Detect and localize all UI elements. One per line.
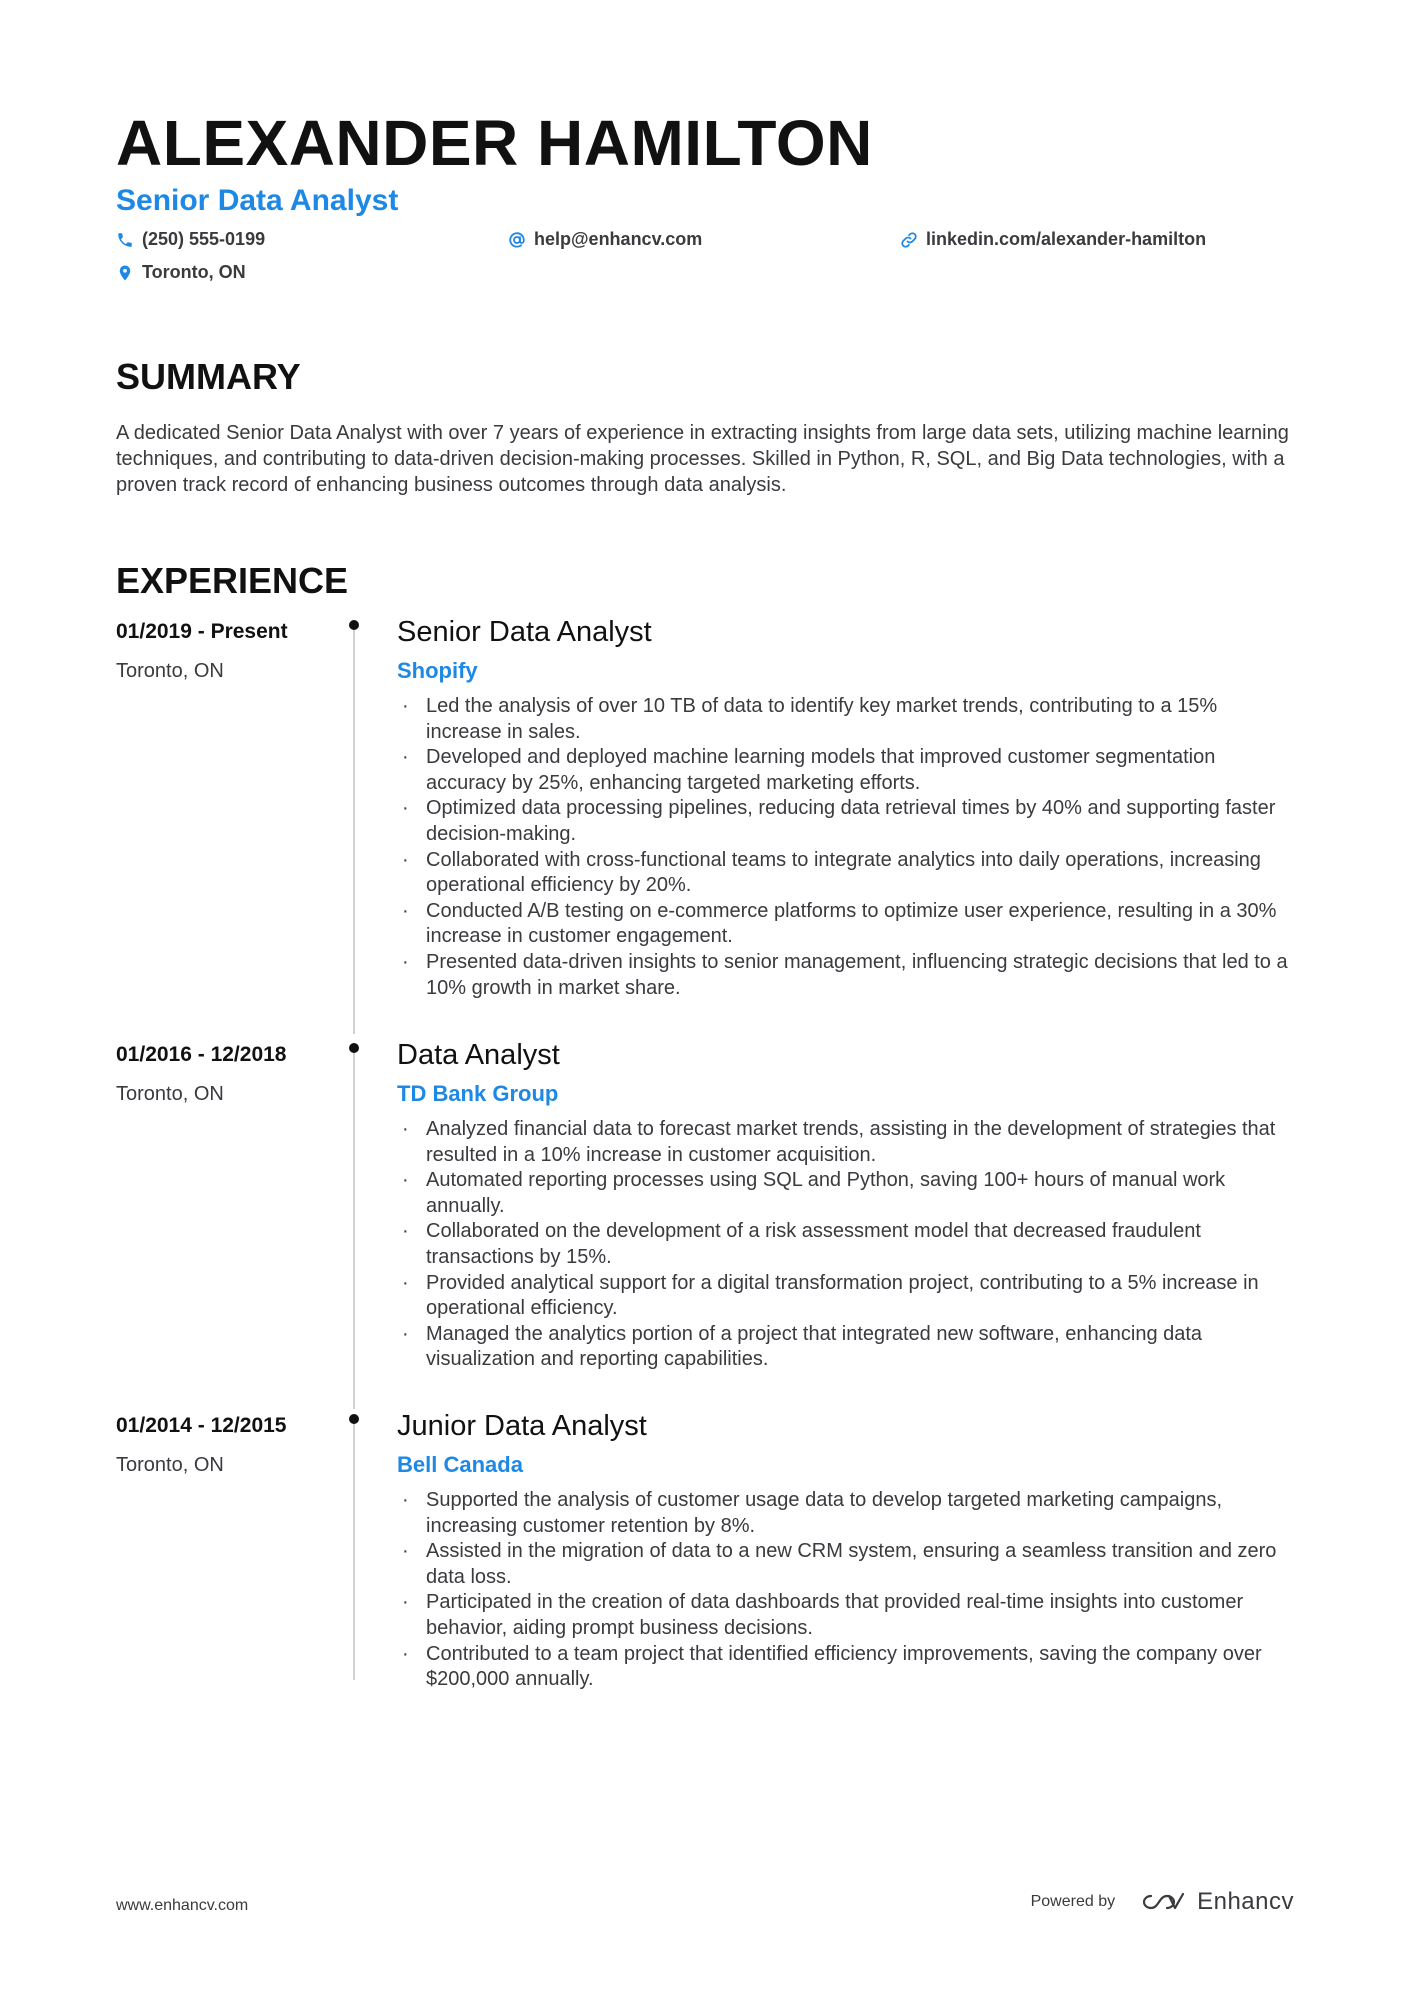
location-pin-icon <box>116 264 134 282</box>
job-bullet: · Assisted in the migration of data to a new CRM system, ensuring a seamless transition and zero data loss. <box>397 1539 1297 1590</box>
job-bullet: · Presented data-driven insights to senior management, influencing strategic decisions that led to a 10% growth in market share. <box>397 950 1297 1001</box>
job-bullet: · Automated reporting processes using SQL and Python, saving 100+ hours of manual work annually. <box>397 1168 1297 1219</box>
job-bullet: · Collaborated on the development of a risk assessment model that decreased fraudulent transactions by 15%. <box>397 1219 1297 1270</box>
job-dates: 01/2016 - 12/2018 <box>116 1043 287 1066</box>
job-location: Toronto, ON <box>116 1083 224 1105</box>
job-bullet: · Developed and deployed machine learning models that improved customer segmentation accuracy by 25%, enhancing targeted marketing efforts. <box>397 745 1297 796</box>
footer-website[interactable]: www.enhancv.com <box>116 1897 249 1914</box>
contact-email <box>508 229 702 250</box>
enhancv-logo-icon <box>1141 1890 1187 1914</box>
summary-text: A dedicated Senior Data Analyst with over 7 years of experience in extracting insights from large data sets, utilizing machine learning techniques, and contributing to data-driven decision-making processes. Skilled in Python, R, SQL, and Big Data technologies, with a proven track record of enhancing business outcomes through data analysis. <box>116 422 1289 496</box>
job-bullets <box>397 1488 1297 1693</box>
job-role: Senior Data Analyst <box>397 616 652 648</box>
job-role: Data Analyst <box>397 1039 560 1071</box>
job-bullet: · Optimized data processing pipelines, reducing data retrieval times by 40% and supporting faster decision-making. <box>397 796 1297 847</box>
job-bullet: · Managed the analytics portion of a project that integrated new software, enhancing data visualization and reporting capabilities. <box>397 1322 1297 1373</box>
timeline-dot <box>349 1043 359 1053</box>
job-bullet: · Contributed to a team project that identified efficiency improvements, saving the company over $200,000 annually. <box>397 1642 1297 1693</box>
phone-text[interactable]: (250) 555-0199 <box>142 229 266 249</box>
job-dates: 01/2019 - Present <box>116 620 288 643</box>
timeline-line <box>353 1049 355 1409</box>
summary-heading: SUMMARY <box>116 356 301 397</box>
job-bullet: · Supported the analysis of customer usage data to develop targeted marketing campaigns, increasing customer retention by 8%. <box>397 1488 1297 1539</box>
candidate-title: Senior Data Analyst <box>116 184 399 217</box>
contact-location <box>116 262 246 283</box>
timeline-dot <box>349 620 359 630</box>
email-text[interactable]: help@enhancv.com <box>534 229 703 249</box>
candidate-name: ALEXANDER HAMILTON <box>116 107 873 179</box>
brand-logo[interactable] <box>1141 1888 1294 1916</box>
powered-by-label: Powered by <box>1030 1893 1116 1910</box>
job-location: Toronto, ON <box>116 1454 224 1476</box>
linkedin-text[interactable]: linkedin.com/alexander-hamilton <box>926 229 1207 249</box>
job-bullet: · Analyzed financial data to forecast market trends, assisting in the development of strategies that resulted in a 10% increase in customer acquisition. <box>397 1117 1297 1168</box>
experience-heading: EXPERIENCE <box>116 560 349 601</box>
footer-powered-by <box>1031 1888 1294 1916</box>
job-bullet: · Conducted A/B testing on e-commerce platforms to optimize user experience, resulting in a 30% increase in customer engagement. <box>397 899 1297 950</box>
job-role: Junior Data Analyst <box>397 1410 647 1442</box>
job-company: Shopify <box>397 658 478 683</box>
job-bullet: · Participated in the creation of data dashboards that provided real-time insights into customer behavior, aiding prompt business decisions. <box>397 1590 1297 1641</box>
timeline-line <box>353 1420 355 1680</box>
phone-icon <box>116 231 134 249</box>
job-company: TD Bank Group <box>397 1081 559 1106</box>
contact-linkedin <box>900 229 1206 250</box>
link-icon <box>900 231 918 249</box>
brand-name: Enhancv <box>1197 1888 1294 1915</box>
job-bullet: · Led the analysis of over 10 TB of data to identify key market trends, contributing to a 15% increase in sales. <box>397 694 1297 745</box>
timeline-line <box>353 626 355 1034</box>
job-location: Toronto, ON <box>116 660 224 682</box>
job-company: Bell Canada <box>397 1452 523 1477</box>
job-bullets <box>397 694 1297 1001</box>
job-dates: 01/2014 - 12/2015 <box>116 1414 287 1437</box>
job-bullet: · Collaborated with cross-functional teams to integrate analytics into daily operations, increasing operational efficiency by 20%. <box>397 848 1297 899</box>
location-text: Toronto, ON <box>142 262 246 282</box>
at-icon <box>508 231 526 249</box>
contact-phone <box>116 229 265 250</box>
job-bullets <box>397 1117 1297 1373</box>
job-bullet: · Provided analytical support for a digital transformation project, contributing to a 5% increase in operational efficiency. <box>397 1271 1297 1322</box>
timeline-dot <box>349 1414 359 1424</box>
